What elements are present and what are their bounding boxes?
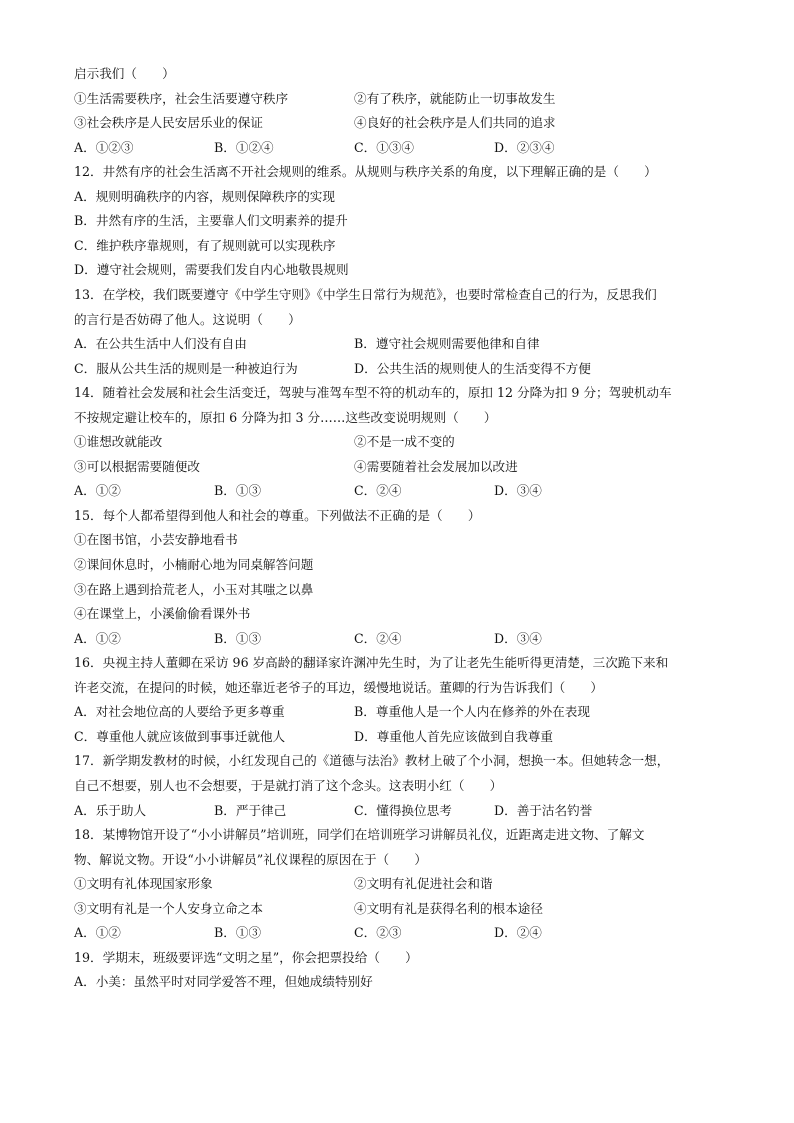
question-line: B．井然有序的生活，主要靠人们文明素养的提升 [74,213,348,229]
question-line: 13．在学校，我们既要遵守《中学生守则》《中学生日常行为规范》，也要时常检查自己的行为，反思我们 [74,286,657,302]
option-right: D．尊重他人首先应该做到自我尊重 [354,728,554,744]
option-left: ③社会秩序是人民安居乐业的保证 [74,115,263,131]
question-line: 许老交流，在提问的时候，她还靠近老爷子的耳边，缓慢地说话。董卿的行为告诉我们（ ） [74,679,603,695]
option-left: A．对社会地位高的人要给予更多尊重 [74,704,285,720]
option-left: ①生活需要秩序，社会生活要遵守秩序 [74,90,289,106]
question-line: 19．学期末，班级要评选“文明之星”，你会把票投给（ ） [74,949,418,965]
answer-choice: B．①②④ [214,139,274,155]
question-line: 18．某博物馆开设了“小小讲解员”培训班，同学们在培训班学习讲解员礼仪，近距离走进文物、了解文 [74,827,645,843]
question-line: 自己不想要，别人也不会想要，于是就打消了这个念头。这表明小红（ ） [74,777,503,793]
option-left: A．在公共生活中人们没有自由 [74,336,247,352]
question-line: ④在课堂上，小溪偷偷看课外书 [74,606,251,622]
option-right: ②不是一成不变的 [354,434,455,450]
answer-choice: A．乐于助人 [74,802,147,818]
question-line: ②课间休息时，小楠耐心地为同桌解答问题 [74,557,314,572]
answer-choice: A．①② [74,483,121,499]
option-right: B．遵守社会规则需要他律和自律 [354,336,540,352]
option-right: ④良好的社会秩序是人们共同的追求 [354,115,556,131]
answer-choice: B．①③ [214,483,262,499]
answer-choice: C．②④ [354,483,402,499]
answer-choice: C．懂得换位思考 [354,802,452,818]
answer-choice: D．善于沽名钓誉 [494,802,593,818]
answer-choice: A．①② [74,630,121,646]
question-line: ①在图书馆，小芸安静地看书 [74,532,238,548]
question-line: C．维护秩序靠规则，有了规则就可以实现秩序 [74,237,336,253]
answer-choice: C．①③④ [354,139,415,155]
answer-choice: C．②④ [354,630,402,646]
answer-choice: B．①③ [214,925,262,941]
question-line: 的言行是否妨碍了他人。这说明（ ） [74,311,301,327]
answer-choice: C．②③ [354,925,402,941]
option-left: C．尊重他人就应该做到事事迁就他人 [74,728,286,744]
question-line: 12．井然有序的社会生活离不开社会规则的维系。从规则与秩序关系的角度，以下理解正确的是（ ） [74,164,657,180]
question-line: 不按规定避让校车的，原扣 6 分降为扣 3 分……这些改变说明规则（ ） [74,409,497,425]
option-left: C．服从公共生活的规则是一种被迫行为 [74,360,298,376]
option-right: ④文明有礼是获得名利的根本途径 [354,900,543,916]
question-line: 启示我们（ ） [74,66,175,81]
answer-choice: B．①③ [214,630,262,646]
option-left: ①谁想改就能改 [74,434,163,450]
option-right: ④需要随着社会发展加以改进 [354,458,518,474]
question-line: ③在路上遇到拾荒老人，小玉对其嗤之以鼻 [74,581,314,597]
answer-choice: A．①② [74,925,121,941]
answer-choice: D．③④ [494,483,542,499]
question-line: 15．每个人都希望得到他人和社会的尊重。下列做法不正确的是（ ） [74,507,481,523]
question-line: 16．央视主持人董卿在采访 96 岁高龄的翻译家许渊冲先生时，为了让老先生能听得更清楚，三次跪下来和 [74,655,669,671]
answer-choice: D．②③④ [494,139,555,155]
option-right: ②文明有礼促进社会和谐 [354,876,493,892]
question-line: A．小美：虽然平时对同学爱答不理，但她成绩特别好 [74,974,373,990]
question-line: 物、解说文物。开设“小小讲解员”礼仪课程的原因在于（ ） [74,851,427,867]
option-left: ③文明有礼是一个人安身立命之本 [74,900,263,916]
option-left: ①文明有礼体现国家形象 [74,876,213,892]
option-right: ②有了秩序，就能防止一切事故发生 [354,90,556,106]
option-right: B．尊重他人是一个人内在修养的外在表现 [354,704,590,720]
option-left: ③可以根据需要随便改 [74,458,200,474]
answer-choice: D．③④ [494,630,542,646]
answer-choice: D．②④ [494,925,542,941]
question-line: D．遵守社会规则，需要我们发自内心地敬畏规则 [74,262,349,278]
option-right: D．公共生活的规则使人的生活变得不方便 [354,360,591,376]
question-line: 17．新学期发教材的时候，小红发现自己的《道德与法治》教材上破了个小洞，想换一本。但她转念一想， [74,753,670,769]
question-line: A．规则明确秩序的内容，规则保障秩序的实现 [74,188,335,204]
answer-choice: B．严于律己 [214,802,287,818]
answer-choice: A．①②③ [74,139,134,155]
question-line: 14．随着社会发展和社会生活变迁，驾驶与准驾车型不符的机动车的，原扣 12 分降为扣 9 分；驾驶机动车 [74,385,672,401]
